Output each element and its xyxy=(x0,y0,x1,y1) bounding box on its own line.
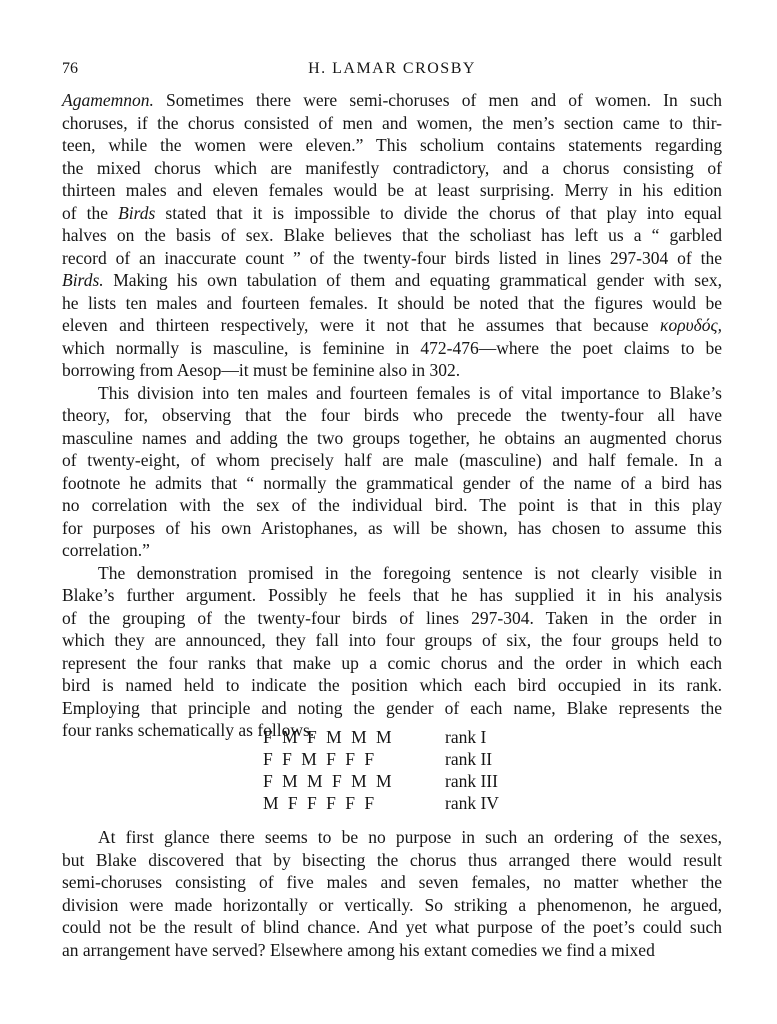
text-run: borrowing from Aesop—it must be feminine also in 302. xyxy=(62,360,461,380)
page-number: 76 xyxy=(62,60,78,77)
text-run: thirteen males and eleven females would be at least surprising. Merry in his edition xyxy=(62,180,722,200)
italic-text: Birds. xyxy=(62,270,104,290)
text-run: the mixed chorus which are manifestly contradictory, and a chorus consisting of xyxy=(62,157,722,178)
text-line xyxy=(62,224,722,247)
italic-text: κορυδός, xyxy=(660,315,722,335)
text-run: represent the four ranks that make up a comic chorus and the order in which each xyxy=(62,652,722,673)
text-line xyxy=(62,494,722,517)
text-run: four ranks schematically as follows. xyxy=(62,720,315,740)
text-run: At first glance there seems to be no purpose in such an ordering of the sexes, xyxy=(98,827,722,847)
gender-sequence: F F M F F F xyxy=(263,749,375,769)
text-line xyxy=(62,112,722,135)
text-line xyxy=(62,629,722,652)
text-line xyxy=(62,427,722,450)
text-line xyxy=(62,89,722,112)
text-line xyxy=(62,157,722,180)
text-run: bird is named held to indicate the position which each bird occupied in its rank. xyxy=(62,675,722,695)
text-run: Blake’s further argument. Possibly he feels that he has supplied it in his analysis xyxy=(62,585,722,605)
text-line xyxy=(62,697,722,720)
gender-rank-schema xyxy=(263,726,525,814)
paragraph xyxy=(62,382,722,562)
text-run: footnote he admits that “ normally the grammatical gender of the name of a bird has xyxy=(62,472,722,493)
body-text xyxy=(62,89,722,742)
paragraph xyxy=(62,562,722,742)
text-line xyxy=(62,652,722,675)
rank-label: rank III xyxy=(445,771,498,791)
text-run: Making his own tabulation of them and equating grammatical gender with sex, xyxy=(103,270,722,290)
text-run: Employing that principle and noting the gender of each name, Blake represents the xyxy=(62,697,722,718)
text-line xyxy=(62,916,722,939)
text-run: no correlation with the sex of the individual bird. The point is that in this play xyxy=(62,495,722,515)
rank-label: rank IV xyxy=(445,793,499,813)
text-run: division were made horizontally or vertically. So striking a phenomenon, he argued, xyxy=(62,894,722,915)
text-line xyxy=(62,359,722,382)
text-line xyxy=(62,247,722,270)
text-line xyxy=(62,517,722,540)
text-line xyxy=(62,871,722,894)
schema-row xyxy=(263,726,525,748)
text-line xyxy=(62,314,722,337)
page-header xyxy=(62,60,722,82)
text-run: of the grouping of the twenty-four birds of lines 297-304. Taken in the order in xyxy=(62,607,722,628)
text-run: of twenty-eight, of whom precisely half are male (masculine) and half female. In a xyxy=(62,450,722,470)
text-line xyxy=(62,562,722,585)
rank-label: rank II xyxy=(445,749,493,769)
italic-text: Birds xyxy=(118,202,156,223)
text-run: This division into ten males and fourteen females is of vital importance to Blake’s xyxy=(98,382,722,403)
text-line xyxy=(62,674,722,697)
text-line xyxy=(62,449,722,472)
text-run: semi-choruses consisting of five males and seven females, no matter whether the xyxy=(62,872,722,892)
text-line xyxy=(62,292,722,315)
text-line xyxy=(62,826,722,849)
text-line xyxy=(62,584,722,607)
text-run: an arrangement have served? Elsewhere among his extant comedies we find a mixed xyxy=(62,939,655,960)
text-run: The demonstration promised in the foregoing sentence is not clearly visible in xyxy=(98,562,722,583)
schema-row xyxy=(263,792,525,814)
text-line xyxy=(62,269,722,292)
text-line xyxy=(62,849,722,872)
body-text-continued xyxy=(62,826,722,961)
text-line xyxy=(62,202,722,225)
text-line xyxy=(62,472,722,495)
text-run: Sometimes there were semi-choruses of men and of women. In such xyxy=(153,90,722,110)
text-run: choruses, if the chorus consisted of men and women, the men’s section came to thir- xyxy=(62,112,722,133)
text-run: for purposes of his own Aristophanes, as will be shown, has chosen to assume this xyxy=(62,517,722,538)
text-run: of the xyxy=(62,202,119,223)
running-head: H. LAMAR CROSBY xyxy=(308,60,476,77)
text-run: record of an inaccurate count ” of the twenty-four birds listed in lines 297-304 of the xyxy=(62,247,722,268)
text-run: stated that it is impossible to divide the chorus of that play into equal xyxy=(155,202,722,223)
text-line xyxy=(62,179,722,202)
text-run: could not be the result of blind chance. And yet what purpose of the poet’s could such xyxy=(62,917,722,937)
text-run: teen, while the women were eleven.” This scholium contains statements regarding xyxy=(62,135,722,155)
italic-text: Agamemnon. xyxy=(62,90,154,110)
text-line xyxy=(62,607,722,630)
text-run: which they are announced, they fall into four groups of six, the four groups held to xyxy=(62,630,722,650)
text-line xyxy=(62,939,722,962)
text-run: which normally is masculine, is feminine in 472-476—where the poet claims to be xyxy=(62,337,722,358)
gender-sequence: M F F F F F xyxy=(263,793,375,813)
schema-row xyxy=(263,770,525,792)
text-run: theory, for, observing that the four birds who precede the twenty-four all have xyxy=(62,405,722,425)
paragraph xyxy=(62,89,722,382)
gender-sequence: F M F M M M xyxy=(263,727,393,747)
text-line xyxy=(62,382,722,405)
text-line xyxy=(62,539,722,562)
text-run: correlation.” xyxy=(62,540,150,560)
text-run: but Blake discovered that by bisecting the chorus thus arranged there would result xyxy=(62,849,722,870)
text-line xyxy=(62,894,722,917)
text-run: halves on the basis of sex. Blake believes that the scholiast has left us a “ garbled xyxy=(62,225,722,245)
gender-sequence: F M M F M M xyxy=(263,771,393,791)
text-line xyxy=(62,337,722,360)
paragraph xyxy=(62,826,722,961)
text-run: he lists ten males and fourteen females. It should be noted that the figures would be xyxy=(62,292,722,313)
rank-label: rank I xyxy=(445,727,487,747)
text-run: masculine names and adding the two groups together, he obtains an augmented chorus xyxy=(62,427,722,448)
text-run: eleven and thirteen respectively, were it not that he assumes that because xyxy=(62,315,661,335)
text-line xyxy=(62,134,722,157)
schema-row xyxy=(263,748,525,770)
text-line xyxy=(62,404,722,427)
